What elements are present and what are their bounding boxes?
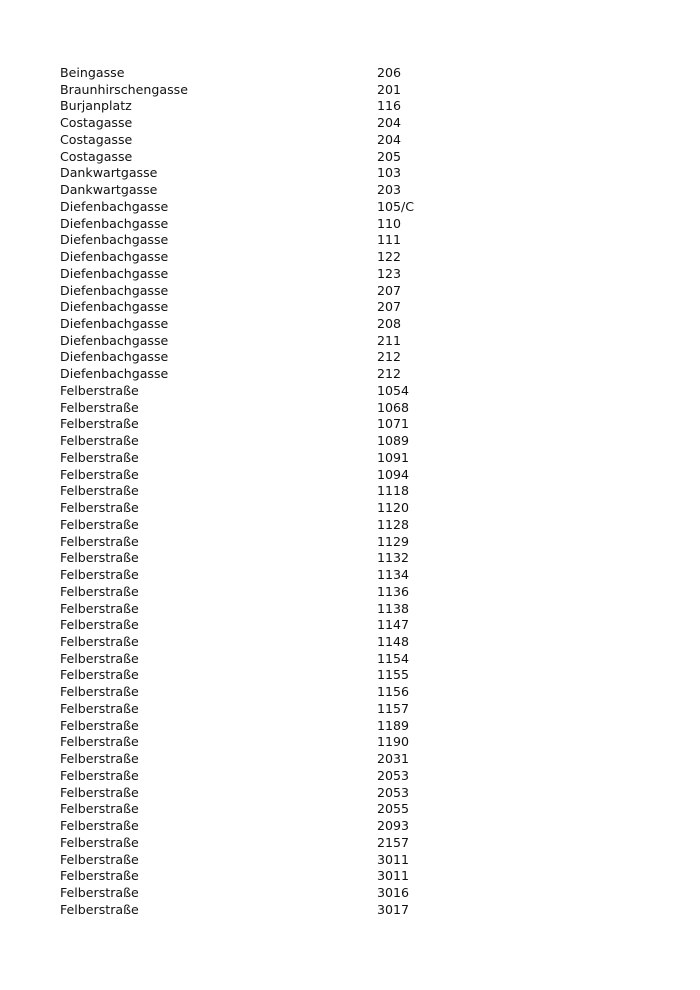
house-number: 204	[377, 131, 402, 147]
street-name: Diefenbachgasse	[60, 232, 169, 248]
house-number: 2031	[377, 751, 410, 767]
street-name: Diefenbachgasse	[60, 198, 169, 214]
street-name: Felberstraße	[60, 449, 139, 465]
house-number: 205	[377, 148, 402, 164]
house-number: 2053	[377, 784, 410, 800]
street-name: Felberstraße	[60, 901, 139, 917]
house-number: 1132	[377, 550, 410, 566]
house-number: 212	[377, 349, 402, 365]
street-name: Felberstraße	[60, 717, 139, 733]
street-name: Felberstraße	[60, 617, 139, 633]
house-number: 123	[377, 265, 402, 281]
house-number: 2053	[377, 767, 410, 783]
house-number: 105/C	[377, 198, 415, 214]
house-number: 1148	[377, 633, 410, 649]
house-number: 122	[377, 249, 402, 265]
street-name: Felberstraße	[60, 382, 139, 398]
street-name: Burjanplatz	[60, 98, 132, 114]
street-name: Felberstraße	[60, 751, 139, 767]
house-number: 1120	[377, 500, 410, 516]
house-number: 1134	[377, 567, 410, 583]
house-number: 110	[377, 215, 402, 231]
street-name: Felberstraße	[60, 600, 139, 616]
house-number: 207	[377, 282, 402, 298]
street-name: Diefenbachgasse	[60, 349, 169, 365]
house-number: 116	[377, 98, 402, 114]
street-name: Dankwartgasse	[60, 165, 158, 181]
house-number: 3016	[377, 884, 410, 900]
house-number: 1054	[377, 382, 410, 398]
street-name: Diefenbachgasse	[60, 249, 169, 265]
street-name: Felberstraße	[60, 684, 139, 700]
street-name: Diefenbachgasse	[60, 299, 169, 315]
street-name: Diefenbachgasse	[60, 366, 169, 382]
house-number: 1089	[377, 433, 410, 449]
street-name: Diefenbachgasse	[60, 215, 169, 231]
street-name: Felberstraße	[60, 433, 139, 449]
street-name: Felberstraße	[60, 818, 139, 834]
house-number: 111	[377, 232, 402, 248]
house-number: 204	[377, 115, 402, 131]
house-number: 1068	[377, 399, 410, 415]
street-name: Costagasse	[60, 115, 133, 131]
house-number: 1189	[377, 717, 410, 733]
house-number: 208	[377, 316, 402, 332]
house-number: 211	[377, 332, 402, 348]
street-name: Felberstraße	[60, 466, 139, 482]
house-number: 3011	[377, 868, 410, 884]
street-name: Braunhirschengasse	[60, 81, 188, 97]
house-number: 1154	[377, 650, 410, 666]
house-number: 2055	[377, 801, 410, 817]
street-name: Costagasse	[60, 148, 133, 164]
house-number: 1091	[377, 449, 410, 465]
street-name: Felberstraße	[60, 399, 139, 415]
street-name: Felberstraße	[60, 500, 139, 516]
street-name: Felberstraße	[60, 868, 139, 884]
house-number: 1128	[377, 516, 410, 532]
house-number: 203	[377, 182, 402, 198]
street-name: Beingasse	[60, 65, 125, 80]
house-number: 3011	[377, 851, 410, 867]
house-number: 206	[377, 65, 402, 80]
street-name: Diefenbachgasse	[60, 332, 169, 348]
street-name: Felberstraße	[60, 416, 139, 432]
house-number: 103	[377, 165, 402, 181]
house-number: 1156	[377, 684, 410, 700]
street-name: Felberstraße	[60, 801, 139, 817]
street-name: Felberstraße	[60, 633, 139, 649]
street-name: Felberstraße	[60, 483, 139, 499]
street-name: Felberstraße	[60, 583, 139, 599]
street-name: Felberstraße	[60, 533, 139, 549]
street-name: Felberstraße	[60, 784, 139, 800]
street-name: Diefenbachgasse	[60, 316, 169, 332]
house-number: 212	[377, 366, 402, 382]
street-name: Felberstraße	[60, 851, 139, 867]
street-name: Felberstraße	[60, 650, 139, 666]
street-name: Diefenbachgasse	[60, 265, 169, 281]
house-number: 3017	[377, 901, 410, 917]
house-number: 201	[377, 81, 402, 97]
house-number: 1136	[377, 583, 410, 599]
street-name: Diefenbachgasse	[60, 282, 169, 298]
street-name: Costagasse	[60, 131, 133, 147]
street-name: Felberstraße	[60, 550, 139, 566]
house-number: 1129	[377, 533, 410, 549]
house-number: 1094	[377, 466, 410, 482]
house-number: 1157	[377, 700, 410, 716]
house-number: 207	[377, 299, 402, 315]
house-number: 1190	[377, 734, 410, 750]
house-number: 1138	[377, 600, 410, 616]
street-name: Felberstraße	[60, 567, 139, 583]
house-number: 2093	[377, 818, 410, 834]
house-number: 1147	[377, 617, 410, 633]
street-name: Felberstraße	[60, 700, 139, 716]
house-number: 2157	[377, 834, 410, 850]
house-number: 1155	[377, 667, 410, 683]
street-name: Felberstraße	[60, 516, 139, 532]
street-name: Felberstraße	[60, 667, 139, 683]
house-number: 1118	[377, 483, 410, 499]
street-name: Dankwartgasse	[60, 182, 158, 198]
street-name: Felberstraße	[60, 734, 139, 750]
house-number: 1071	[377, 416, 410, 432]
street-name: Felberstraße	[60, 884, 139, 900]
street-name: Felberstraße	[60, 834, 139, 850]
street-name: Felberstraße	[60, 767, 139, 783]
